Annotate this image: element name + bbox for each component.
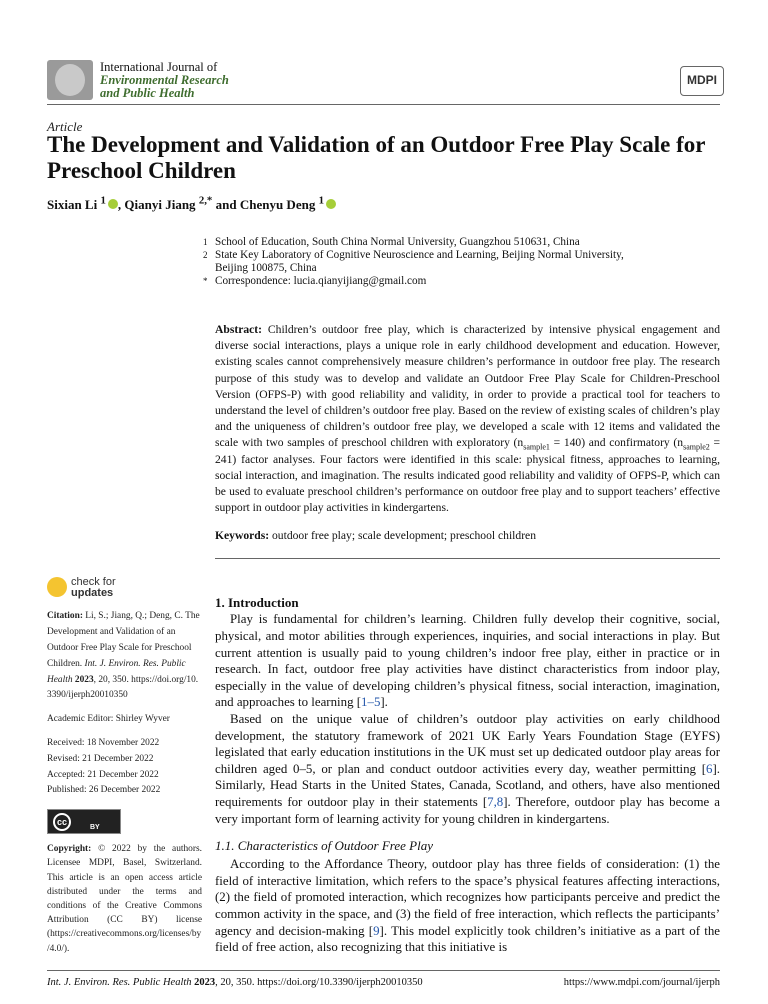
- text: ]. This model explicitly took children’s initiative as a part of the field of free action, also recognizing that this initiative is: [215, 923, 720, 955]
- cc-icon: cc: [53, 813, 71, 831]
- paper-title: The Development and Validation of an Outdoor Free Play Scale for Preschool Children: [47, 132, 706, 183]
- text: ].: [380, 695, 388, 710]
- abstract-divider: [215, 558, 720, 559]
- author-sup: 1: [318, 194, 324, 207]
- date-received: Received: 18 November 2022: [47, 738, 160, 749]
- reference-link[interactable]: 9: [373, 923, 380, 938]
- abstract-text: = 241) factor analyses. Four factors were identified in this scale: physical fitness, approaches to learning, social interaction, and imagination. The results indicated good reliability and validity of OFPS-P, which can be used to evaluate preschool children’s performance on outdoor free play and to support teachers’ effective support in outdoor play activities in kindergartens.: [215, 436, 721, 515]
- reference-link[interactable]: 6: [706, 761, 713, 776]
- orcid-icon[interactable]: [326, 199, 336, 209]
- aff-num: *: [203, 276, 208, 286]
- text: ]. Similarly, Head Starts in the United States, Canada, Scotland, and others, have also mentioned requirements for outdoor play in their statements [: [215, 761, 720, 809]
- journal-line: Environmental Research: [100, 73, 229, 87]
- sep: and: [212, 197, 240, 212]
- content-row: [0, 577, 768, 955]
- abstract-label: Abstract:: [215, 323, 263, 336]
- keywords-label: Keywords:: [215, 529, 270, 543]
- copyright: [47, 842, 202, 956]
- aff-text: School of Education, South China Normal University, Guangzhou 510631, China: [215, 236, 580, 248]
- author-sup: 1: [100, 194, 106, 207]
- date-published: Published: 26 December 2022: [47, 785, 161, 796]
- text: Play is fundamental for children’s learning. Children fully develop their cognitive, social, physical, and motor abilities through experiences, inquiries, and social interactions in play. But current attention is usually paid to young children’s indoor free play, either in practice or in research. In fact, outdoor free play activities have distinct characteristics from indoor play, especially in the value of developing children’s physical fitness, social interaction, imagination, and approaches to learning [: [215, 612, 720, 710]
- mdpi-logo: MDPI: [680, 66, 724, 96]
- citation-text: Li, S.; Jiang, Q.; Deng, C. The Development and Validation of an Outdoor Free Play Scale for Preschool Children.: [47, 611, 200, 669]
- reference-link[interactable]: 1–5: [361, 695, 381, 710]
- by-icon: BY: [90, 824, 100, 832]
- footer-doi: , 20, 350. https://doi.org/10.3390/ijerph20010350: [215, 976, 423, 988]
- keywords-text: outdoor free play; scale development; preschool children: [269, 529, 536, 543]
- citation-journal: Int. J. Environ. Res. Public Health: [47, 658, 186, 685]
- sidebar: [47, 577, 202, 955]
- footer-citation: [47, 977, 423, 988]
- subscript: sample1: [523, 442, 550, 452]
- paragraph: [215, 611, 720, 711]
- author-name: Chenyu Deng: [239, 197, 316, 212]
- aff-text: Correspondence: lucia.qianyijiang@gmail.com: [215, 275, 427, 287]
- abstract-text: Children’s outdoor free play, which is characterized by intensive physical engagement and diverse social interactions, plays a unique role in early childhood development and education. However, existing scales cannot comprehensively measure children’s performance in outdoor free play. The research purpose of this study was to develop and validate an Outdoor Free Play Scale for Children-Preschool Version (OFPS-P) with good reliability and validity, in order to provide a practical tool for teachers to understand the level of children’s outdoor free play. Based on the review of existing scales of children’s play and the uniqueness of children’s outdoor free play, we developed a scale with 12 items and validated the scale with two samples of preschool children with exploratory (n: [215, 323, 720, 450]
- affiliation: [203, 249, 655, 275]
- affiliation: [203, 275, 655, 288]
- footer: [47, 970, 720, 1004]
- aff-text: State Key Laboratory of Cognitive Neuroscience and Learning, Beijing Normal University, Beijing 100875, China: [215, 249, 624, 274]
- check-for-updates-badge[interactable]: [47, 577, 202, 601]
- journal-name: [100, 61, 229, 100]
- text: Based on the unique value of children’s outdoor play activities on early childhood development, the statutory framework of 2021 UK Early Years Foundation Stage (EYFS) legislated that early education institutions in the UK must set up dedicated outdoor play areas for children aged 0–5, or plan and conduct outdoor activities every day, weather permitting [: [215, 712, 720, 776]
- author-name: Sixian Li: [47, 197, 98, 212]
- aff-num: 1: [203, 237, 208, 247]
- academic-editor: Academic Editor: Shirley Wyver: [47, 714, 170, 725]
- author-sup: 2,*: [198, 194, 213, 207]
- authors: [47, 194, 336, 213]
- abstract: [215, 322, 720, 516]
- reference-link[interactable]: 7,8: [487, 794, 504, 809]
- journal-logo: [47, 60, 93, 100]
- journal-line: and Public Health: [100, 86, 195, 100]
- check-line: check for: [71, 576, 116, 589]
- paragraph: [215, 856, 720, 956]
- main-text: [215, 577, 720, 955]
- text: ]. Therefore, outdoor play has become a very important form of learning activity for young children in kindergartens.: [215, 794, 720, 826]
- date-revised: Revised: 21 December 2022: [47, 753, 154, 764]
- section-heading: 1. Introduction: [215, 595, 299, 611]
- citation-label: Citation:: [47, 611, 83, 622]
- header-divider: [47, 104, 720, 105]
- check-line: updates: [71, 587, 114, 600]
- footer-url[interactable]: https://www.mdpi.com/journal/ijerph: [563, 976, 720, 988]
- cc-by-license-badge[interactable]: [47, 809, 121, 834]
- footer-year: 2023: [194, 976, 216, 988]
- date-accepted: Accepted: 21 December 2022: [47, 769, 159, 780]
- citation-year: 2023: [74, 674, 94, 685]
- subsection-heading: 1.1. Characteristics of Outdoor Free Play: [215, 838, 433, 854]
- citation-doi: , 20, 350. https://doi.org/10.3390/ijerph20010350: [47, 674, 199, 701]
- affiliation: [203, 236, 655, 249]
- text: According to the Affordance Theory, outdoor play has three fields of consideration: (1) the field of interactive limitation, which refers to the space’s physical features affecting interactions, (2) the field of promoted interaction, which recognizes how participants perceive and predict the common activity in the space, and (3) the field of free interaction, which reflects the participants’ agency and decision-making [: [215, 857, 720, 938]
- copyright-text: © 2022 by the authors. Licensee MDPI, Basel, Switzerland. This article is an open access article distributed under the terms and conditions of the Creative Commons Attribution (CC BY) license (https://creativecommons.org/licenses/by/4.0/).: [47, 844, 202, 954]
- paragraph: [215, 711, 720, 827]
- orcid-icon[interactable]: [108, 199, 118, 209]
- article-type: Article: [47, 119, 83, 134]
- journal-line: International Journal of: [100, 60, 218, 74]
- abstract-text: = 140) and confirmatory (n: [549, 436, 684, 450]
- author-name: Qianyi Jiang: [124, 197, 196, 212]
- subscript: sample2: [683, 442, 710, 452]
- keywords: [215, 528, 720, 544]
- citation: [47, 609, 202, 704]
- dates: [47, 736, 202, 799]
- aff-num: 2: [203, 250, 208, 260]
- sep: ,: [117, 197, 125, 212]
- affiliations: [203, 236, 655, 288]
- footer-journal: Int. J. Environ. Res. Public Health: [47, 976, 192, 988]
- copyright-label: Copyright:: [47, 844, 92, 855]
